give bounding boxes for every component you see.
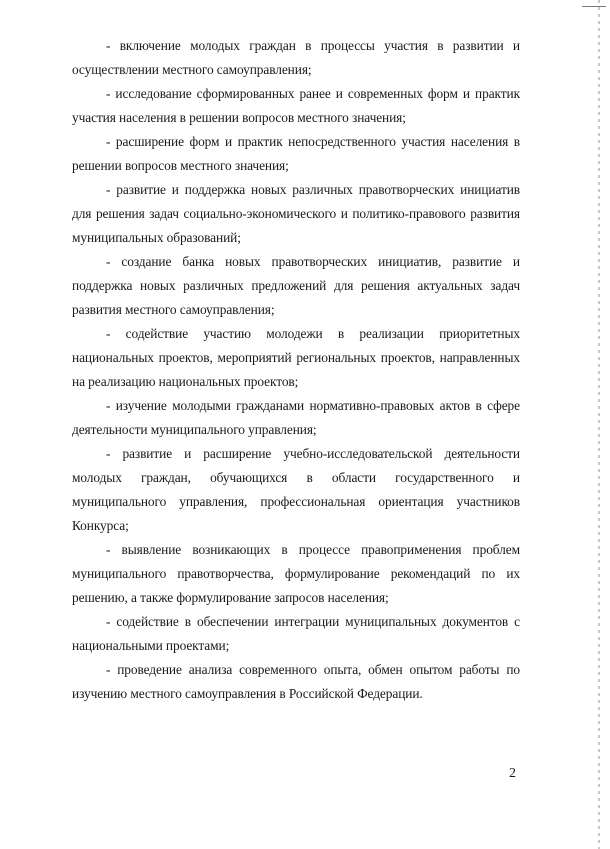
list-item: - исследование сформированных ранее и современных форм и практик участия населения в решении вопросов местного значения;: [72, 86, 520, 125]
list-item: - выявление возникающих в процессе правоприменения проблем муниципального правотворчества, формулирование рекомендаций по их решению, а также формулирование запросов населения;: [72, 542, 520, 605]
page-number: 2: [509, 766, 516, 781]
list-item: - содействие в обеспечении интеграции муниципальных документов с национальными проектами;: [72, 614, 520, 653]
list-item: - проведение анализа современного опыта, обмен опытом работы по изучению местного самоуправления в Российской Федерации.: [72, 662, 520, 701]
list-item: - создание банка новых правотворческих инициатив, развитие и поддержка новых различных предложений для решения актуальных задач развития местного самоуправления;: [72, 254, 520, 317]
scan-edge-mark: [582, 6, 606, 7]
list-item: - включение молодых граждан в процессы участия в развитии и осуществлении местного самоуправления;: [72, 38, 520, 77]
list-item: - расширение форм и практик непосредственного участия населения в решении вопросов местного значения;: [72, 134, 520, 173]
list-item: - развитие и поддержка новых различных правотворческих инициатив для решения задач социально-экономического и политико-правового развития муниципальных образований;: [72, 182, 520, 245]
list-item: - содействие участию молодежи в реализации приоритетных национальных проектов, мероприятий региональных проектов, направленных на реализацию национальных проектов;: [72, 326, 520, 389]
scan-edge-line: [598, 0, 600, 849]
list-item: - изучение молодыми гражданами нормативно-правовых актов в сфере деятельности муниципального управления;: [72, 398, 520, 437]
list-item: - развитие и расширение учебно-исследовательской деятельности молодых граждан, обучающихся в области государственного и муниципального управления, профессиональная ориентация участников Конкурса;: [72, 446, 520, 533]
document-body: [72, 34, 520, 706]
